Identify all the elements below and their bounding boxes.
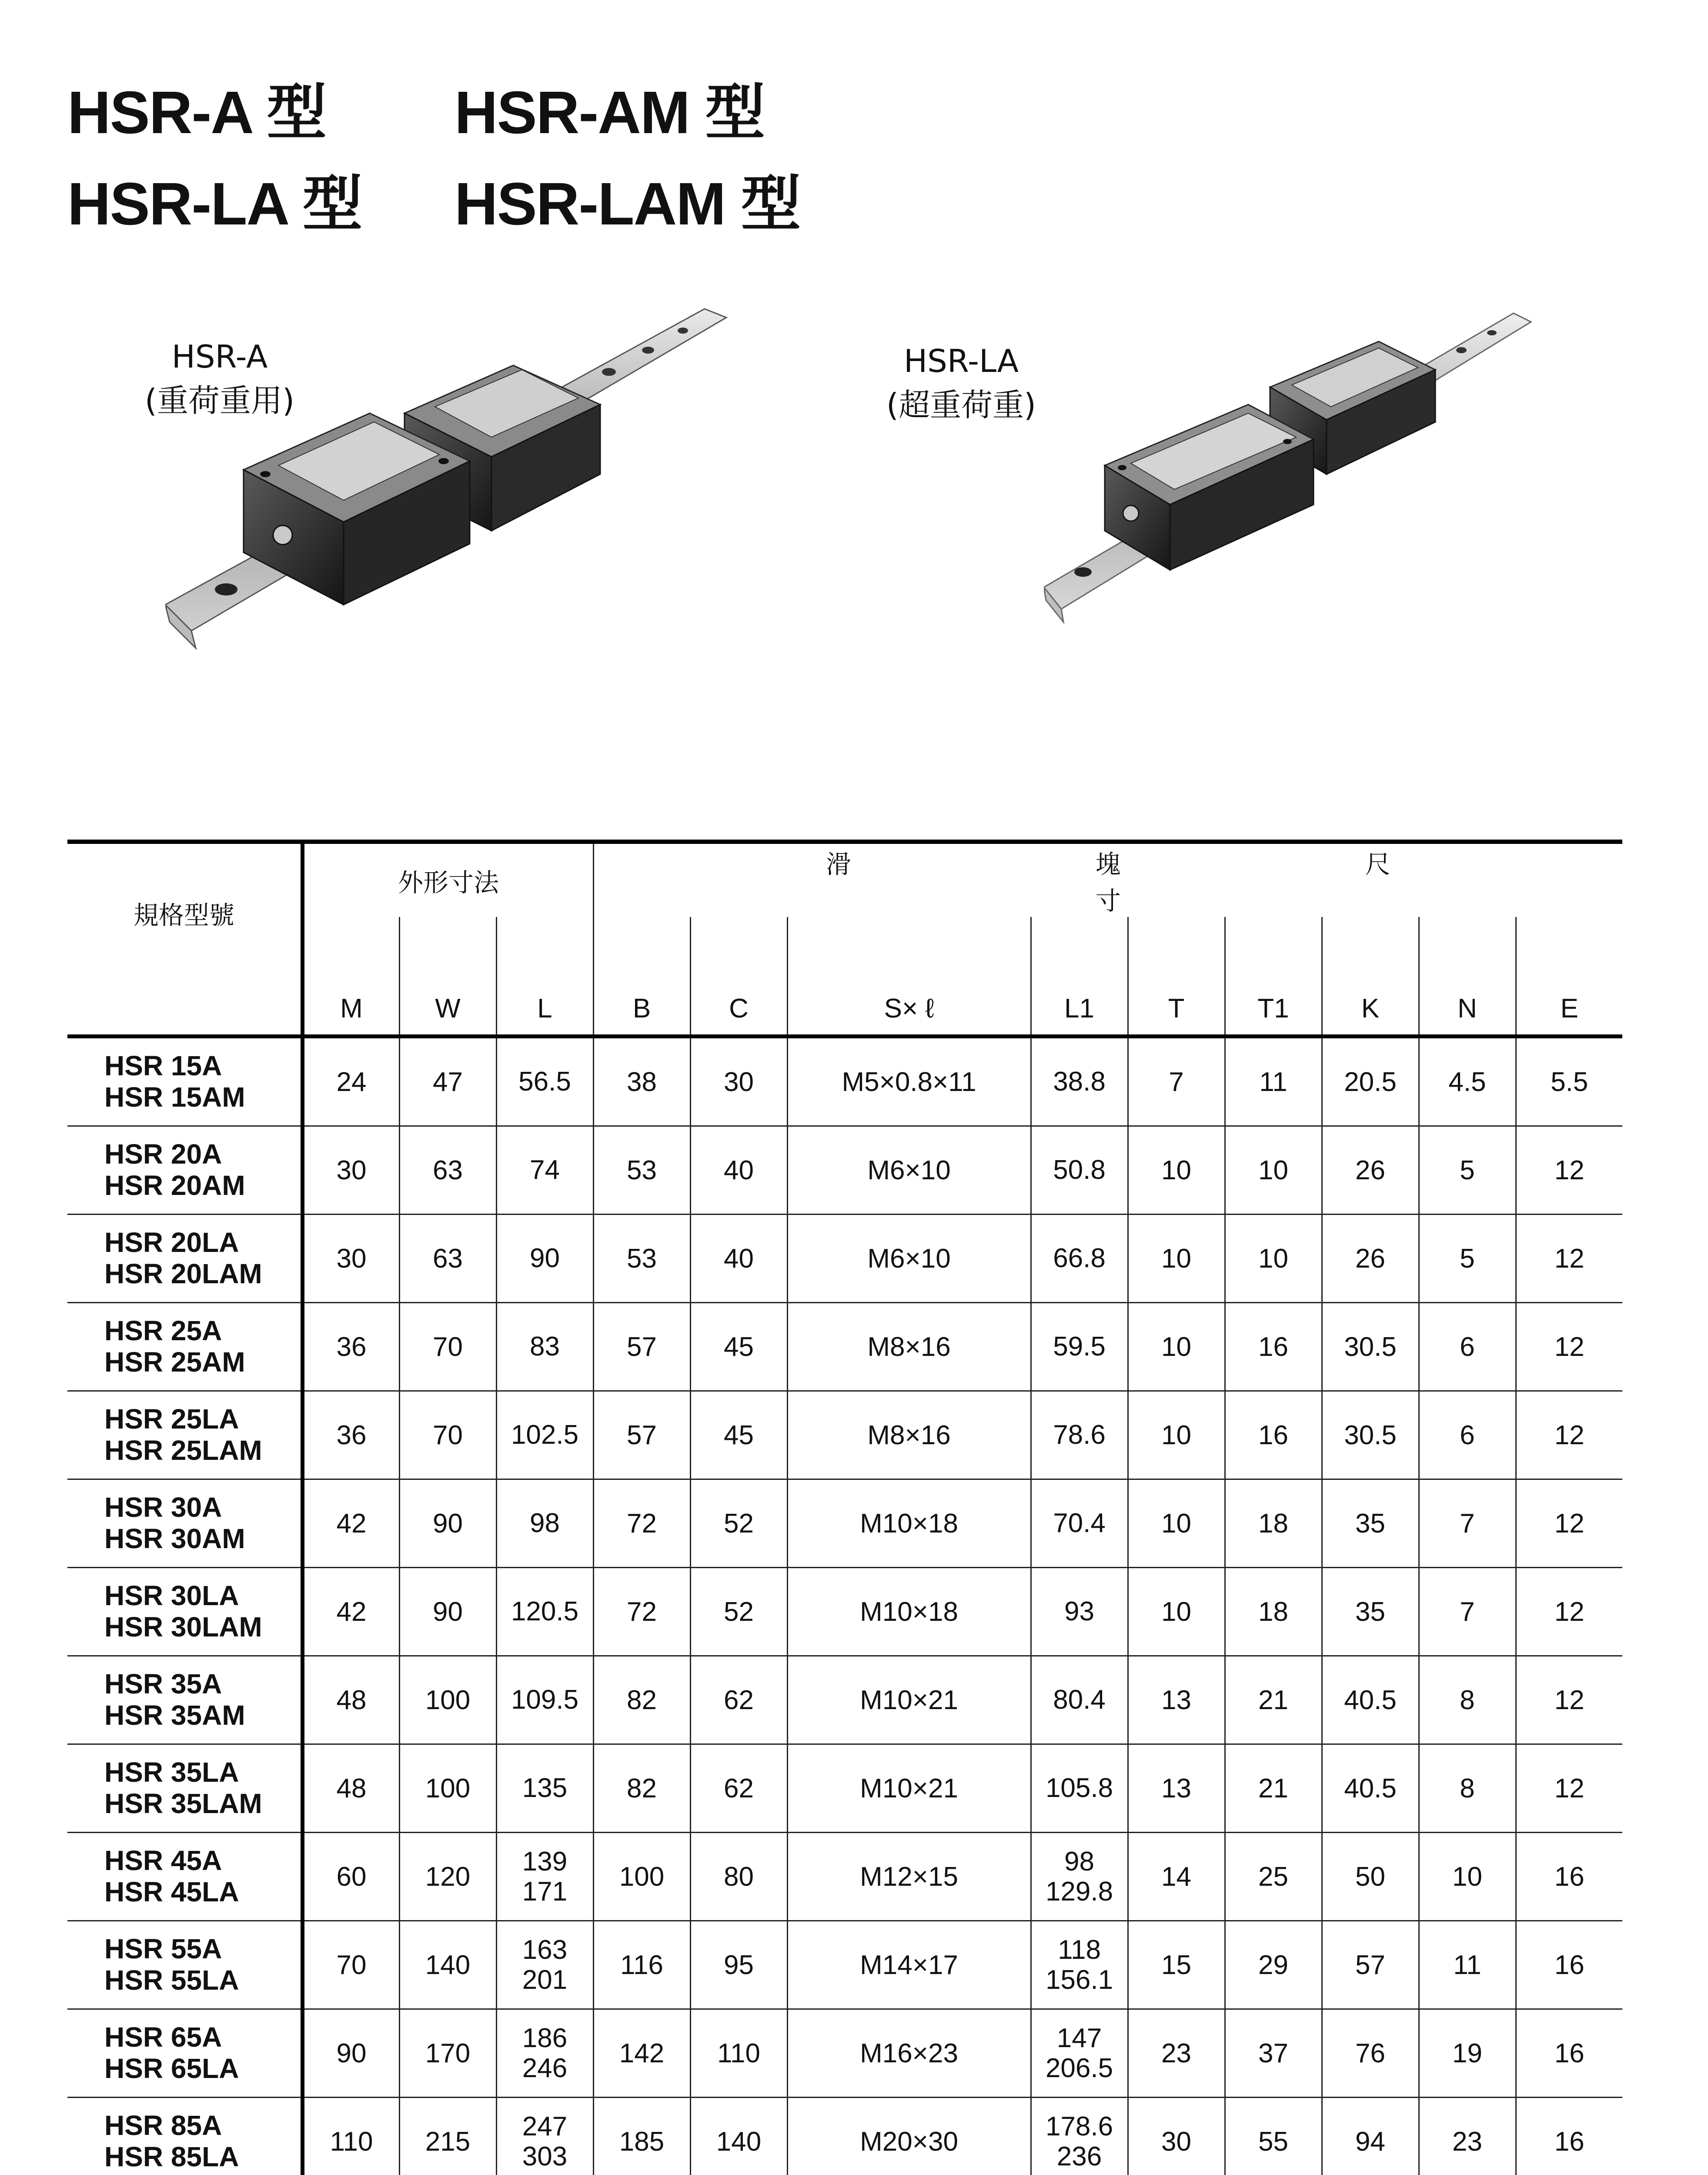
model-cell [67, 1921, 302, 2009]
cell-w: 215 [399, 2098, 496, 2175]
col-header-l1: L1 [1031, 982, 1128, 1037]
cell-t1: 55 [1225, 2098, 1322, 2175]
model-name: HSR 85LA [104, 2141, 239, 2172]
cell-s: M10×18 [787, 1568, 1031, 1656]
title-hsr-am: HSR-AM 型 [455, 79, 765, 146]
hsr-la-product-photo [1044, 304, 1548, 666]
model-name: HSR 85A [104, 2110, 222, 2142]
cell-l1 [1031, 1126, 1128, 1215]
cell-l1-value: 78.6 [1053, 1420, 1106, 1450]
model-name: HSR 30LA [104, 1580, 239, 1612]
table-row [67, 2098, 1622, 2175]
cell-l-value: 109.5 [511, 1685, 579, 1715]
cell-w: 120 [399, 1833, 496, 1921]
cell-l-value: 83 [530, 1332, 560, 1362]
cell-t: 10 [1128, 1568, 1225, 1656]
header-slider-char-4: 寸 [1095, 886, 1121, 916]
cell-w: 100 [399, 1656, 496, 1744]
cell-l [496, 1656, 593, 1744]
cell-l1 [1031, 1391, 1128, 1479]
cell-l-value: 56.5 [518, 1067, 571, 1097]
cell-l1-value: 93 [1064, 1596, 1095, 1627]
cell-c: 30 [690, 1037, 787, 1126]
cell-l1 [1031, 2098, 1128, 2175]
cell-e: 12 [1516, 1303, 1622, 1391]
model-name: HSR 30A [104, 1492, 222, 1523]
model-name: HSR 20AM [104, 1170, 245, 1201]
cell-l1-value: 59.5 [1053, 1332, 1106, 1362]
cell-l-value: 90 [530, 1243, 560, 1274]
cell-l-value: 139 [522, 1846, 568, 1877]
cell-s: M10×21 [787, 1744, 1031, 1833]
cell-l1-value: 156.1 [1045, 1965, 1113, 1995]
cell-s: M6×10 [787, 1215, 1031, 1303]
table-row [67, 1126, 1622, 1215]
table-row [67, 1215, 1622, 1303]
cell-t1: 16 [1225, 1303, 1322, 1391]
cell-m: 70 [302, 1921, 399, 2009]
cell-l [496, 1744, 593, 1833]
cell-l1 [1031, 1744, 1128, 1833]
model-name: HSR 30AM [104, 1523, 245, 1554]
col-header-m: M [302, 982, 399, 1037]
model-name: HSR 20A [104, 1138, 222, 1170]
cell-s: M8×16 [787, 1391, 1031, 1479]
cell-e: 12 [1516, 1568, 1622, 1656]
cell-t1: 16 [1225, 1391, 1322, 1479]
cell-s: M16×23 [787, 2009, 1031, 2098]
cell-c: 62 [690, 1656, 787, 1744]
col-header-c: C [690, 982, 787, 1037]
cell-l [496, 1391, 593, 1479]
cell-k: 20.5 [1322, 1037, 1419, 1126]
cell-l1 [1031, 1833, 1128, 1921]
spec-table [67, 840, 1622, 2175]
cell-k: 57 [1322, 1921, 1419, 2009]
cell-b: 38 [593, 1037, 690, 1126]
cell-n: 4.5 [1419, 1037, 1516, 1126]
cell-w: 70 [399, 1391, 496, 1479]
table-row [67, 1921, 1622, 2009]
cell-l [496, 1037, 593, 1126]
cell-l [496, 2098, 593, 2175]
cell-l-value: 247 [522, 2111, 568, 2142]
cell-l-value: 171 [522, 1877, 568, 1907]
cell-b: 57 [593, 1391, 690, 1479]
cell-n: 11 [1419, 1921, 1516, 2009]
cell-l-value: 246 [522, 2053, 568, 2083]
cell-k: 30.5 [1322, 1391, 1419, 1479]
cell-l1-value: 66.8 [1053, 1243, 1106, 1274]
cell-t: 30 [1128, 2098, 1225, 2175]
cell-w: 170 [399, 2009, 496, 2098]
cell-t1: 37 [1225, 2009, 1322, 2098]
cell-l1 [1031, 1303, 1128, 1391]
cell-l [496, 1568, 593, 1656]
cell-w: 90 [399, 1568, 496, 1656]
cell-l1-value: 236 [1056, 2142, 1102, 2172]
cell-b: 185 [593, 2098, 690, 2175]
cell-m: 24 [302, 1037, 399, 1126]
col-header-t1: T1 [1225, 982, 1322, 1037]
cell-b: 100 [593, 1833, 690, 1921]
cell-k: 94 [1322, 2098, 1419, 2175]
model-cell [67, 1568, 302, 1656]
model-name: HSR 45A [104, 1845, 222, 1877]
model-cell [67, 1744, 302, 1833]
caption-hsr-a-label: HSR-A [171, 338, 268, 375]
table-row [67, 1479, 1622, 1568]
caption-hsr-la-note: (超重荷重) [886, 386, 1036, 423]
cell-e: 12 [1516, 1479, 1622, 1568]
table-row [67, 1568, 1622, 1656]
cell-t1: 21 [1225, 1656, 1322, 1744]
model-name: HSR 25AM [104, 1346, 245, 1378]
cell-t: 23 [1128, 2009, 1225, 2098]
model-name: HSR 35LAM [104, 1788, 262, 1819]
cell-n: 10 [1419, 1833, 1516, 1921]
model-name: HSR 25LAM [104, 1435, 262, 1466]
title-hsr-a: HSR-A 型 [67, 79, 326, 146]
cell-m: 42 [302, 1568, 399, 1656]
cell-k: 35 [1322, 1568, 1419, 1656]
cell-k: 40.5 [1322, 1656, 1419, 1744]
cell-l1-value: 50.8 [1053, 1155, 1106, 1185]
cell-c: 110 [690, 2009, 787, 2098]
caption-hsr-la [852, 339, 1070, 427]
title-hsr-la: HSR-LA 型 [67, 171, 362, 238]
cell-n: 8 [1419, 1656, 1516, 1744]
cell-t1: 10 [1225, 1126, 1322, 1215]
cell-l1-value: 147 [1056, 2023, 1102, 2053]
header-model: 規格型號 [133, 900, 234, 930]
cell-l1 [1031, 1568, 1128, 1656]
model-name: HSR 65A [104, 2021, 222, 2053]
cell-l-value: 163 [522, 1934, 568, 1965]
cell-b: 53 [593, 1215, 690, 1303]
cell-c: 140 [690, 2098, 787, 2175]
cell-e: 16 [1516, 1921, 1622, 2009]
cell-l-value: 102.5 [511, 1420, 579, 1450]
cell-s: M10×21 [787, 1656, 1031, 1744]
caption-hsr-a [122, 335, 318, 423]
table-row [67, 1391, 1622, 1479]
model-name: HSR 35AM [104, 1700, 245, 1731]
cell-l1 [1031, 2009, 1128, 2098]
cell-c: 95 [690, 1921, 787, 2009]
model-cell [67, 1479, 302, 1568]
model-name: HSR 20LAM [104, 1258, 262, 1289]
model-cell [67, 1656, 302, 1744]
model-name: HSR 45LA [104, 1876, 239, 1907]
cell-t1: 10 [1225, 1215, 1322, 1303]
cell-l [496, 1833, 593, 1921]
model-name: HSR 25LA [104, 1403, 239, 1435]
model-cell [67, 1126, 302, 1215]
cell-t1: 18 [1225, 1568, 1322, 1656]
cell-t1: 11 [1225, 1037, 1322, 1126]
cell-m: 30 [302, 1126, 399, 1215]
cell-k: 50 [1322, 1833, 1419, 1921]
cell-n: 8 [1419, 1744, 1516, 1833]
cell-k: 76 [1322, 2009, 1419, 2098]
model-cell [67, 1215, 302, 1303]
cell-e: 16 [1516, 2098, 1622, 2175]
model-cell [67, 1391, 302, 1479]
model-cell [67, 2098, 302, 2175]
cell-k: 30.5 [1322, 1303, 1419, 1391]
cell-e: 12 [1516, 1215, 1622, 1303]
cell-b: 72 [593, 1568, 690, 1656]
cell-t: 10 [1128, 1126, 1225, 1215]
model-name: HSR 20LA [104, 1227, 239, 1258]
model-name: HSR 55A [104, 1933, 222, 1965]
cell-n: 23 [1419, 2098, 1516, 2175]
cell-l1-value: 118 [1058, 1934, 1101, 1965]
cell-b: 82 [593, 1744, 690, 1833]
cell-l1-value: 80.4 [1053, 1685, 1106, 1715]
cell-b: 57 [593, 1303, 690, 1391]
cell-l1-value: 206.5 [1045, 2053, 1113, 2083]
cell-m: 30 [302, 1215, 399, 1303]
cell-n: 19 [1419, 2009, 1516, 2098]
table-row [67, 1037, 1622, 1126]
cell-e: 5.5 [1516, 1037, 1622, 1126]
cell-l1-value: 105.8 [1045, 1773, 1113, 1804]
model-cell [67, 1303, 302, 1391]
model-name: HSR 30LAM [104, 1611, 262, 1643]
title-hsr-lam: HSR-LAM 型 [455, 171, 800, 238]
cell-l [496, 1126, 593, 1215]
table-row [67, 1744, 1622, 1833]
cell-s: M5×0.8×11 [787, 1037, 1031, 1126]
cell-k: 26 [1322, 1126, 1419, 1215]
cell-l1-value: 129.8 [1045, 1877, 1113, 1907]
cell-e: 12 [1516, 1391, 1622, 1479]
cell-n: 7 [1419, 1479, 1516, 1568]
spec-table-body [67, 1037, 1622, 2175]
cell-w: 47 [399, 1037, 496, 1126]
cell-c: 45 [690, 1391, 787, 1479]
cell-e: 16 [1516, 2009, 1622, 2098]
cell-s: M12×15 [787, 1833, 1031, 1921]
cell-t1: 21 [1225, 1744, 1322, 1833]
cell-b: 142 [593, 2009, 690, 2098]
cell-t: 15 [1128, 1921, 1225, 2009]
cell-l [496, 1921, 593, 2009]
cell-l-value: 303 [522, 2142, 568, 2172]
cell-s: M8×16 [787, 1303, 1031, 1391]
cell-b: 82 [593, 1656, 690, 1744]
cell-e: 12 [1516, 1744, 1622, 1833]
model-cell [67, 2009, 302, 2098]
cell-t: 10 [1128, 1215, 1225, 1303]
header-slider-char-3: 尺 [1365, 850, 1390, 879]
cell-w: 63 [399, 1215, 496, 1303]
cell-t: 10 [1128, 1303, 1225, 1391]
header-model-spacer [67, 982, 302, 1037]
cell-c: 62 [690, 1744, 787, 1833]
cell-l1-value: 70.4 [1053, 1508, 1106, 1539]
cell-t1: 25 [1225, 1833, 1322, 1921]
model-name: HSR 35LA [104, 1757, 239, 1788]
cell-t: 10 [1128, 1479, 1225, 1568]
cell-l-value: 186 [522, 2023, 568, 2053]
cell-n: 5 [1419, 1126, 1516, 1215]
cell-l1 [1031, 1215, 1128, 1303]
cell-n: 5 [1419, 1215, 1516, 1303]
col-header-n: N [1419, 982, 1516, 1037]
cell-t: 14 [1128, 1833, 1225, 1921]
cell-b: 116 [593, 1921, 690, 2009]
cell-l [496, 2009, 593, 2098]
cell-s: M6×10 [787, 1126, 1031, 1215]
cell-n: 7 [1419, 1568, 1516, 1656]
cell-k: 35 [1322, 1479, 1419, 1568]
cell-w: 140 [399, 1921, 496, 2009]
cell-s: M20×30 [787, 2098, 1031, 2175]
cell-k: 40.5 [1322, 1744, 1419, 1833]
col-header-e: E [1516, 982, 1622, 1037]
cell-b: 72 [593, 1479, 690, 1568]
cell-l1 [1031, 1656, 1128, 1744]
table-row [67, 1833, 1622, 1921]
cell-l [496, 1479, 593, 1568]
cell-l1-value: 98 [1064, 1846, 1095, 1877]
cell-l-value: 98 [530, 1508, 560, 1539]
table-row [67, 2009, 1622, 2098]
cell-e: 12 [1516, 1656, 1622, 1744]
cell-s: M10×18 [787, 1479, 1031, 1568]
header-outer-dimensions: 外形寸法 [302, 842, 593, 917]
model-name: HSR 35A [104, 1668, 222, 1700]
cell-e: 12 [1516, 1126, 1622, 1215]
header-slider-char-2: 塊 [1095, 850, 1121, 879]
cell-c: 80 [690, 1833, 787, 1921]
header-slider-char-1: 滑 [826, 850, 851, 879]
cell-m: 48 [302, 1656, 399, 1744]
cell-l-value: 120.5 [511, 1596, 579, 1627]
cell-b: 53 [593, 1126, 690, 1215]
model-name: HSR 55LA [104, 1964, 239, 1996]
col-header-t: T [1128, 982, 1225, 1037]
cell-c: 40 [690, 1126, 787, 1215]
model-name: HSR 25A [104, 1315, 222, 1347]
col-header-s: S× ℓ [787, 982, 1031, 1037]
model-cell [67, 1037, 302, 1126]
cell-w: 90 [399, 1479, 496, 1568]
table-row [67, 1656, 1622, 1744]
cell-l-value: 201 [522, 1965, 568, 1995]
cell-m: 110 [302, 2098, 399, 2175]
cell-l [496, 1215, 593, 1303]
cell-l-value: 74 [530, 1155, 560, 1185]
table-row [67, 1303, 1622, 1391]
cell-t1: 29 [1225, 1921, 1322, 2009]
cell-w: 100 [399, 1744, 496, 1833]
cell-l1 [1031, 1479, 1128, 1568]
cell-m: 90 [302, 2009, 399, 2098]
cell-m: 48 [302, 1744, 399, 1833]
header-slider-dimensions [593, 842, 1622, 917]
cell-t: 13 [1128, 1656, 1225, 1744]
cell-t: 13 [1128, 1744, 1225, 1833]
cell-n: 6 [1419, 1303, 1516, 1391]
model-name: HSR 65LA [104, 2053, 239, 2084]
cell-l1-value: 178.6 [1045, 2111, 1113, 2142]
cell-l-value: 135 [522, 1773, 568, 1804]
model-name: HSR 15A [104, 1050, 222, 1082]
cell-m: 36 [302, 1391, 399, 1479]
cell-m: 42 [302, 1479, 399, 1568]
cell-c: 40 [690, 1215, 787, 1303]
cell-c: 52 [690, 1479, 787, 1568]
cell-w: 70 [399, 1303, 496, 1391]
cell-e: 16 [1516, 1833, 1622, 1921]
col-header-k: K [1322, 982, 1419, 1037]
cell-t: 7 [1128, 1037, 1225, 1126]
cell-c: 45 [690, 1303, 787, 1391]
cell-l [496, 1303, 593, 1391]
col-header-b: B [593, 982, 690, 1037]
cell-l1 [1031, 1037, 1128, 1126]
cell-m: 60 [302, 1833, 399, 1921]
cell-l1 [1031, 1921, 1128, 2009]
caption-hsr-a-note: (重荷重用) [144, 382, 295, 419]
model-name: HSR 15AM [104, 1081, 245, 1113]
model-cell [67, 1833, 302, 1921]
cell-k: 26 [1322, 1215, 1419, 1303]
col-header-l: L [496, 982, 593, 1037]
caption-hsr-la-label: HSR-LA [904, 343, 1019, 379]
cell-c: 52 [690, 1568, 787, 1656]
cell-l1-value: 38.8 [1053, 1067, 1106, 1097]
cell-t: 10 [1128, 1391, 1225, 1479]
cell-s: M14×17 [787, 1921, 1031, 2009]
col-header-w: W [399, 982, 496, 1037]
cell-t1: 18 [1225, 1479, 1322, 1568]
cell-w: 63 [399, 1126, 496, 1215]
cell-n: 6 [1419, 1391, 1516, 1479]
cell-m: 36 [302, 1303, 399, 1391]
